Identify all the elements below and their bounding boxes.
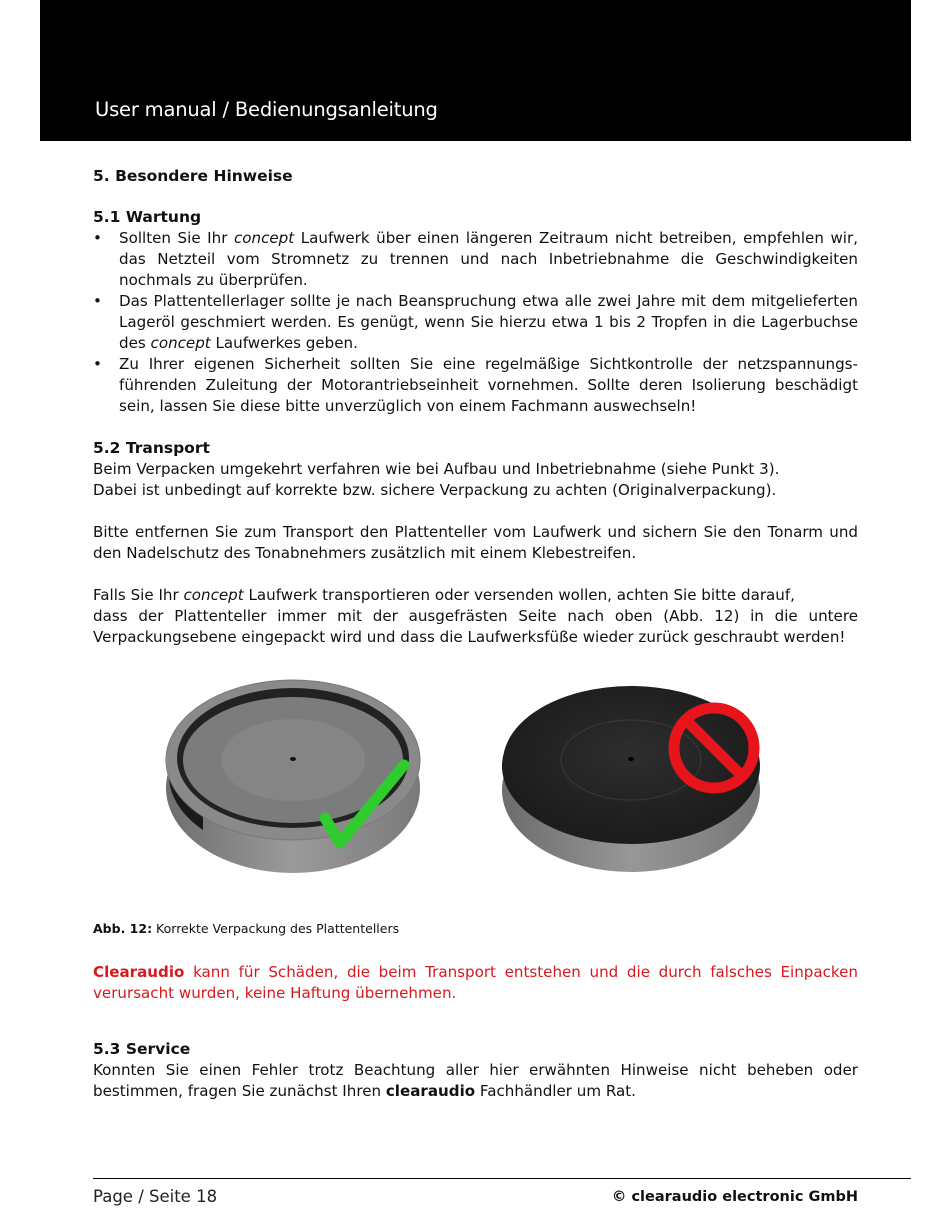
- bullet-icon: •: [93, 355, 102, 373]
- section-5-title: 5. Besondere Hinweise: [93, 167, 293, 185]
- maintenance-list: [93, 228, 858, 417]
- figure-12: [93, 668, 858, 920]
- footer-divider: [93, 1178, 911, 1179]
- spindle-hole: [628, 757, 634, 761]
- product-name: concept: [150, 334, 211, 352]
- transport-paragraph-3: Falls Sie Ihr concept Laufwerk transportieren oder versenden wollen, achten Sie bitte darauf,: [93, 586, 795, 604]
- bullet-icon: •: [93, 292, 102, 310]
- spindle-hole: [290, 757, 296, 761]
- list-item: • Das Plattentellerlager sollte je nach Beanspruchung etwa alle zwei Jahre mit dem mitgelieferten Lageröl geschmiert werden. Es genügt, wenn Sie hierzu etwa 1 bis 2 Tropfen in die Lagerbuchse des concept Laufwerkes geben.: [93, 292, 858, 352]
- liability-warning: Clearaudio kann für Schäden, die beim Transport entstehen und die durch falsches Einpacken verursacht wurden, keine Haftung übernehmen.: [93, 963, 858, 1002]
- section-5-3-title: 5.3 Service: [93, 1040, 191, 1058]
- platter-correct-image: [163, 668, 448, 903]
- bullet-icon: •: [93, 229, 102, 247]
- product-name: concept: [183, 586, 244, 604]
- list-item: • Sollten Sie Ihr concept Laufwerk über einen längeren Zeitraum nicht betreiben, empfehlen wir, das Netzteil vom Stromnetz zu trennen und nach Inbetriebnahme die Geschwindigkeiten nochmals zu überprüfen.: [93, 229, 859, 289]
- transport-paragraph-2: Bitte entfernen Sie zum Transport den Plattenteller vom Laufwerk und sichern Sie den Tonarm und den Nadelschutz des Tonabnehmers zusätzlich mit einem Klebestreifen.: [93, 523, 858, 562]
- platter-wrong-image: [498, 668, 783, 903]
- header-bar: [40, 0, 911, 141]
- brand-name: clearaudio: [385, 1082, 476, 1100]
- page-content: [93, 165, 858, 1102]
- transport-paragraph-3-rest: dass der Plattenteller immer mit der ausgefrästen Seite nach oben (Abb. 12) in die untere Verpackungsebene eingepackt wird und dass die Laufwerksfüße wieder zurück geschraubt werden!: [93, 607, 858, 646]
- figure-caption: Abb. 12: Korrekte Verpackung des Plattentellers: [93, 921, 400, 936]
- page-number: Page / Seite 18: [93, 1187, 218, 1206]
- section-5-1-title: 5.1 Wartung: [93, 208, 202, 226]
- figure-caption-label: Abb. 12:: [93, 921, 153, 936]
- transport-paragraph-1: Beim Verpacken umgekehrt verfahren wie bei Aufbau und Inbetriebnahme (siehe Punkt 3). Dabei ist unbedingt auf korrekte bzw. sichere Verpackung zu achten (Originalverpackung).: [93, 460, 780, 499]
- copyright: © clearaudio electronic GmbH: [611, 1189, 858, 1205]
- product-name: concept: [233, 229, 295, 247]
- section-5-2-title: 5.2 Transport: [93, 439, 210, 457]
- list-item: • Zu Ihrer eigenen Sicherheit sollten Sie eine regelmäßige Sichtkontrolle der netzspannungs-führenden Zuleitung der Motorantriebseinheit vornehmen. Sollte deren Isolierung beschädigt sein, lassen Sie diese bitte unverzüglich von einem Fachmann auswechseln!: [93, 355, 858, 415]
- service-paragraph: Konnten Sie einen Fehler trotz Beachtung aller hier erwähnten Hinweise nicht beheben oder bestimmen, fragen Sie zunächst Ihren clearaudio Fachhändler um Rat.: [93, 1061, 858, 1100]
- header-title: User manual / Bedienungsanleitung: [95, 98, 438, 121]
- brand-name: Clearaudio: [93, 963, 185, 981]
